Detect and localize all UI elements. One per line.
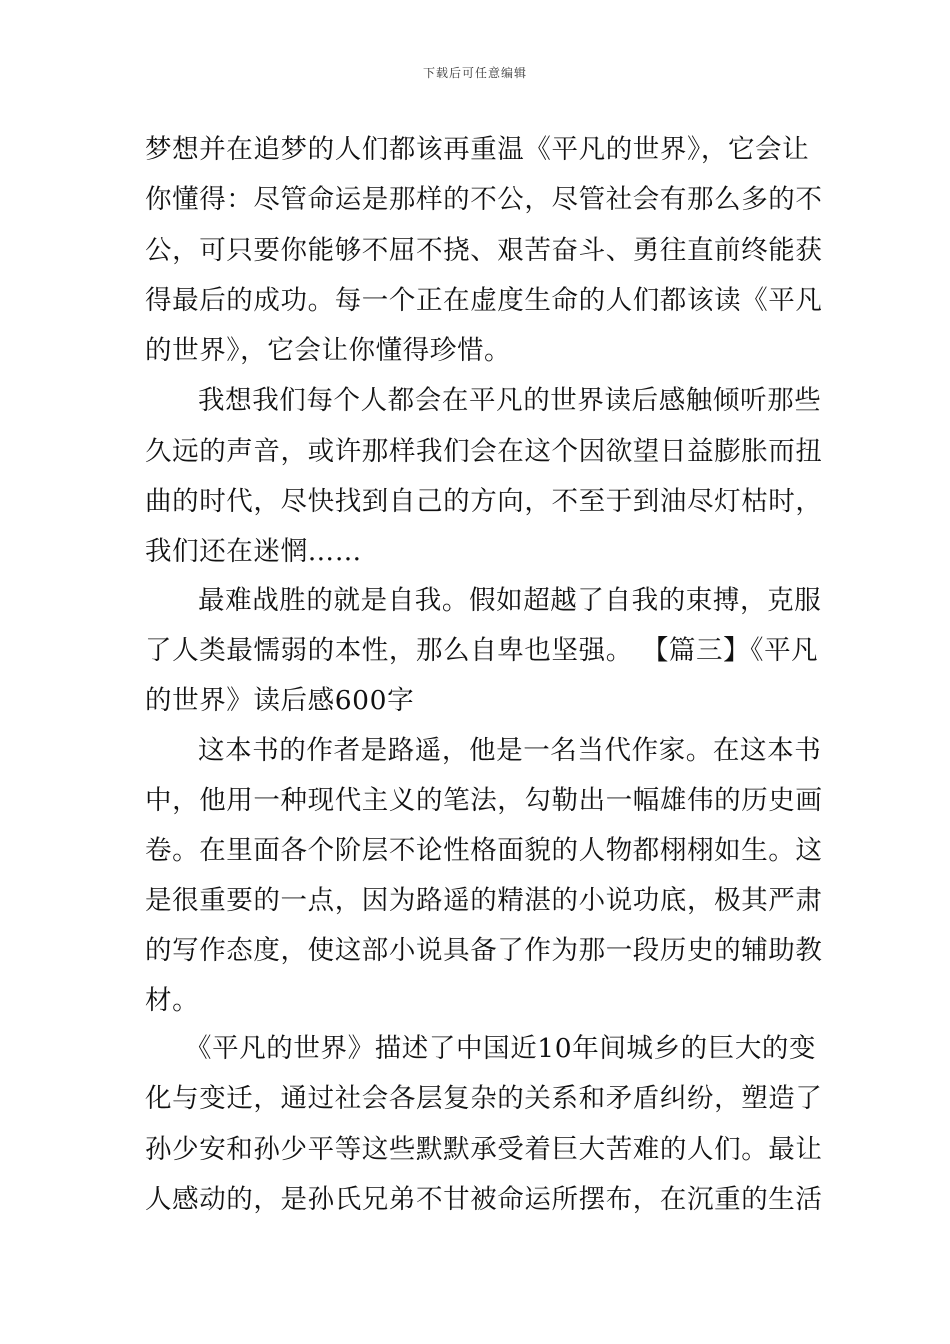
page-header: 下载后可任意编辑	[422, 66, 527, 80]
text-line: 人感动的，是孙氏兄弟不甘被命运所摆布，在沉重的生活	[145, 1184, 823, 1215]
text-line: 的世界》读后感600字	[145, 685, 415, 716]
text-line: 了人类最懦弱的本性，那么自卑也坚强。 【篇三】《平凡	[145, 635, 819, 666]
text-line: 中，他用一种现代主义的笔法，勾勒出一幅雄伟的历史画	[145, 785, 823, 816]
text-line: 材。	[145, 985, 200, 1016]
text-line: 我们还在迷惘……	[145, 536, 362, 567]
text-line: 得最后的成功。每一个正在虚度生命的人们都该读《平凡	[145, 285, 823, 316]
text-line: 《平凡的世界》描述了中国近10年间城乡的巨大的变	[185, 1033, 817, 1064]
text-line: 卷。在里面各个阶层不论性格面貌的人物都栩栩如生。这	[145, 835, 823, 866]
text-line: 是很重要的一点，因为路遥的精湛的小说功底，极其严肃	[145, 885, 823, 916]
text-line: 你懂得：尽管命运是那样的不公，尽管社会有那么多的不	[145, 184, 823, 215]
text-line: 公，可只要你能够不屈不挠、艰苦奋斗、勇往直前终能获	[145, 235, 823, 266]
text-line: 孙少安和孙少平等这些默默承受着巨大苦难的人们。最让	[145, 1134, 823, 1165]
text-line: 曲的时代，尽快找到自己的方向，不至于到油尽灯枯时，	[145, 486, 823, 517]
text-line: 我想我们每个人都会在平凡的世界读后感触倾听那些	[198, 385, 822, 416]
text-line: 这本书的作者是路遥，他是一名当代作家。在这本书	[198, 735, 822, 766]
text-line: 梦想并在追梦的人们都该再重温《平凡的世界》，它会让	[145, 134, 810, 165]
text-line: 最难战胜的就是自我。假如超越了自我的束搏，克服	[198, 585, 822, 616]
text-line: 的世界》，它会让你懂得珍惜。	[145, 335, 512, 366]
text-line: 化与变迁，通过社会各层复杂的关系和矛盾纠纷，塑造了	[145, 1083, 823, 1114]
text-line: 的写作态度，使这部小说具备了作为那一段历史的辅助教	[145, 935, 823, 966]
text-line: 久远的声音，或许那样我们会在这个因欲望日益膨胀而扭	[145, 436, 823, 467]
